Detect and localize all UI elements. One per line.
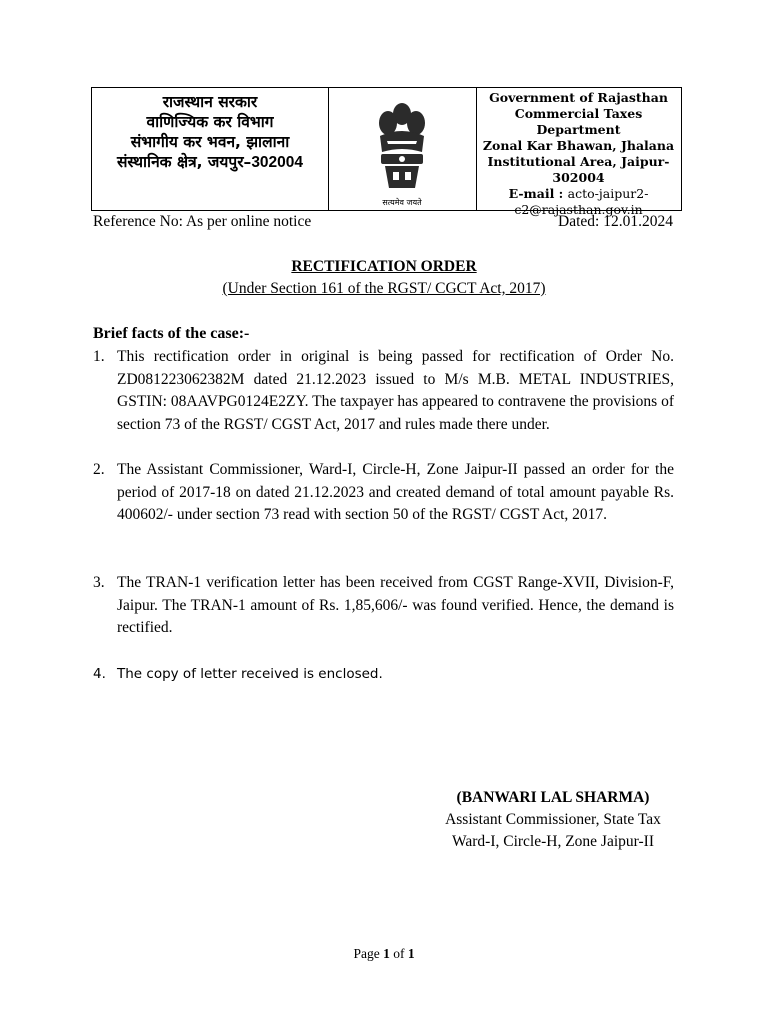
hindi-line-4: संस्थानिक क्षेत्र, जयपुर– bbox=[116, 153, 252, 171]
english-line-3: Zonal Kar Bhawan, Jhalana bbox=[482, 138, 675, 153]
page-number bbox=[0, 946, 768, 962]
page-current: 1 bbox=[383, 946, 390, 961]
english-line-1: Government of Rajasthan bbox=[489, 90, 668, 105]
reference-line bbox=[93, 213, 673, 231]
signatory-office: Ward-I, Circle-H, Zone Jaipur-II bbox=[451, 833, 654, 850]
list-item bbox=[93, 663, 674, 686]
ashoka-emblem-icon bbox=[371, 96, 433, 196]
english-line-2: Commercial Taxes Department bbox=[514, 106, 643, 137]
item-number: 3. bbox=[93, 574, 105, 591]
signatory-designation: Assistant Commissioner, State Tax bbox=[445, 811, 661, 828]
list-item bbox=[93, 346, 674, 436]
email-part-2: c2@rajasthan.gov.in bbox=[514, 202, 643, 217]
hindi-line-3: संभागीय कर भवन, झालाना bbox=[130, 133, 290, 151]
hindi-line-2: वाणिज्यिक कर विभाग bbox=[146, 113, 274, 131]
letterhead-english-block bbox=[476, 88, 681, 217]
item-text: The copy of letter received is enclosed. bbox=[117, 666, 383, 682]
page-prefix: Page bbox=[353, 946, 384, 961]
emblem-block bbox=[328, 88, 477, 210]
item-text: The TRAN-1 verification letter has been received from CGST Range-XVII, Division-F, Jaipur. The TRAN-1 amount of Rs. 1,85,606/- was found verified. Hence, the demand is rectified. bbox=[117, 574, 674, 637]
order-date: Dated: 12.01.2024 bbox=[558, 213, 673, 230]
list-item bbox=[93, 459, 674, 527]
item-number: 4. bbox=[93, 666, 106, 682]
letterhead-hindi-block bbox=[92, 88, 329, 210]
hindi-pincode: 302004 bbox=[251, 154, 304, 171]
hindi-line-1: राजस्थान सरकार bbox=[162, 93, 258, 111]
email-part-1: acto-jaipur2- bbox=[567, 186, 649, 201]
reference-number: Reference No: As per online notice bbox=[93, 213, 312, 230]
email-label: E-mail : bbox=[508, 186, 564, 201]
list-item bbox=[93, 572, 674, 640]
document-title: RECTIFICATION ORDER bbox=[291, 258, 477, 275]
emblem-motto: सत्यमेव जयते bbox=[382, 198, 422, 207]
signatory-name: (BANWARI LAL SHARMA) bbox=[456, 789, 650, 806]
english-line-4: Institutional Area, Jaipur-302004 bbox=[487, 154, 670, 185]
brief-facts-heading: Brief facts of the case:- bbox=[93, 325, 250, 342]
signature-block bbox=[403, 787, 703, 853]
document-subtitle: (Under Section 161 of the RGST/ CGCT Act, 2017) bbox=[222, 280, 546, 297]
item-number: 1. bbox=[93, 348, 105, 365]
item-number: 2. bbox=[93, 461, 105, 478]
item-text: The Assistant Commissioner, Ward-I, Circle-H, Zone Jaipur-II passed an order for the period of 2017-18 on dated 21.12.2023 and created demand of total amount payable Rs. 400602/- under section 73 read with section 50 of the RGST/ CGST Act, 2017. bbox=[117, 461, 674, 524]
letterhead bbox=[91, 87, 682, 217]
item-text: This rectification order in original is being passed for rectification of Order No. ZD081223062382M dated 21.12.2023 issued to M/s M.B. METAL INDUSTRIES, GSTIN: 08AAVPG0124E2ZY. The taxpayer has appeared to contravene the provisions of section 73 of the RGST/ CGST Act, 2017 and rules made there under. bbox=[117, 348, 674, 433]
page-middle: of bbox=[389, 946, 408, 961]
page-total: 1 bbox=[407, 946, 415, 961]
